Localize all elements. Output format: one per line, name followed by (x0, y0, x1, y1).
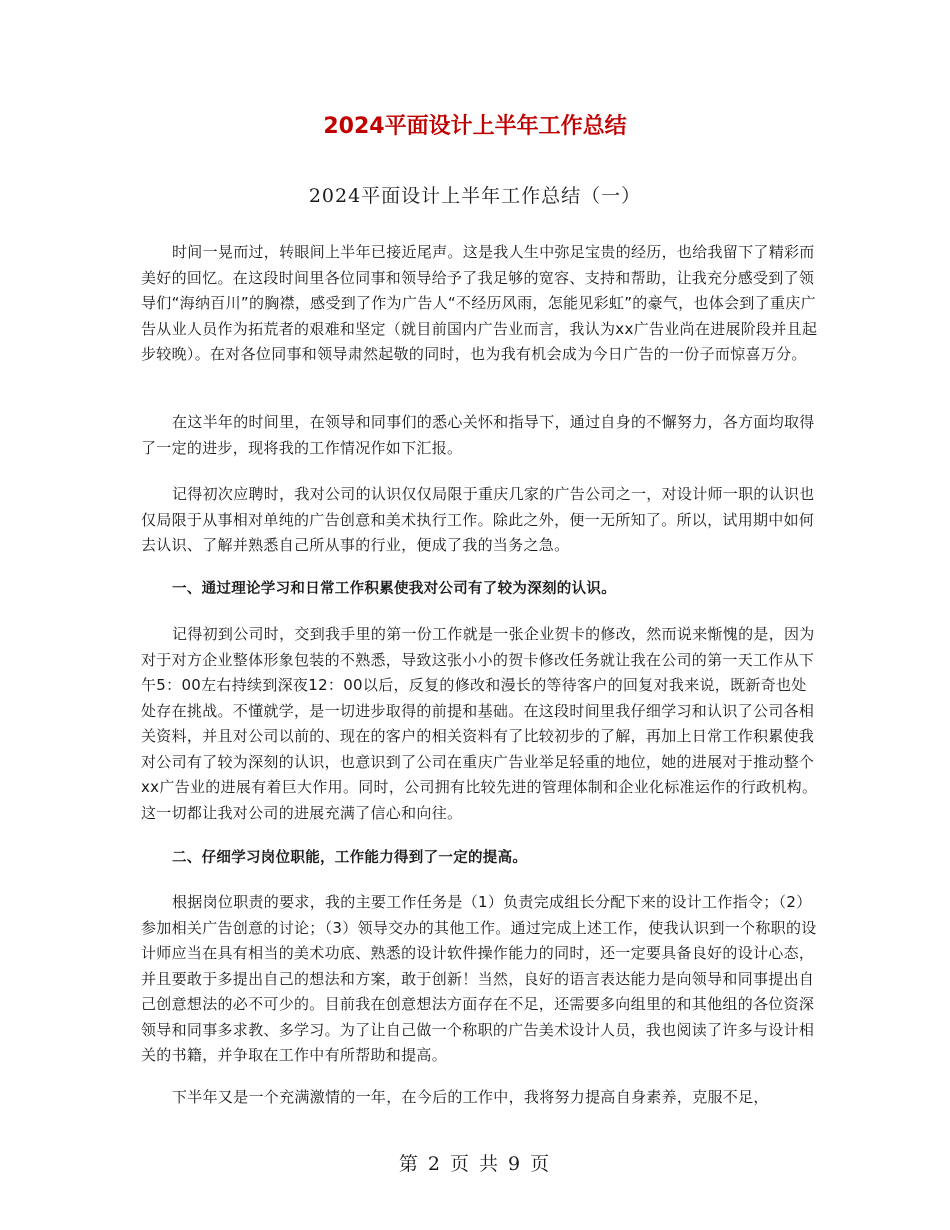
section-heading-text: 一、通过理论学习和日常工作积累使我对公司有了较为深刻的认识。 (172, 581, 616, 597)
paragraph-summary (141, 410, 821, 461)
section-heading-2 (141, 846, 821, 872)
paragraph-text: 记得初到公司时，交到我手里的第一份工作就是一张企业贺卡的修改，然而说来惭愧的是，因为对于对方企业整体形象包装的不熟悉，导致这张小小的贺卡修改任务就让我在公司的第一天工作从下午5：00左右持续到深夜12：00以后，反复的修改和漫长的等待客户的回复对我来说，既新奇也处处存在挑战。不懂就学，是一切进步取得的前提和基础。在这段时间里我仔细学习和认识了公司各相关资料，并且对公司以前的、现在的客户的相关资料有了比较初步的了解，再加上日常工作积累使我对公司有了较为深刻的认识，也意识到了公司在重庆广告业举足轻重的地位，她的进展对于推动整个xx广告业的进展有着巨大作用。同时，公司拥有比较先进的管理体制和企业化标准运作的行政机构。这一切都让我对公司的进展充满了信心和向往。 (141, 625, 818, 822)
page-number-footer: 第 2 页 共 9 页 (398, 1153, 552, 1175)
section-heading-1 (141, 577, 821, 603)
document-title: 2024平面设计上半年工作总结 (323, 114, 627, 139)
paragraph-intro (141, 240, 821, 368)
paragraph-text: 时间一晃而过，转眼间上半年已接近尾声。这是我人生中弥足宝贵的经历，也给我留下了精彩而美好的回忆。在这段时间里各位同事和领导给予了我足够的宽容、支持和帮助，让我充分感受到了领导们“海纳百川”的胸襟，感受到了作为广告人“不经历风雨，怎能见彩虹”的豪气，也体会到了重庆广告从业人员作为拓荒者的艰难和坚定（就目前国内广告业而言，我认为xx广告业尚在进展阶段并且起步较晚）。在对各位同事和领导肃然起敬的同时，也为我有机会成为今日广告的一份子而惊喜万分。 (141, 243, 818, 363)
paragraph-text: 根据岗位职责的要求，我的主要工作任务是（1）负责完成组长分配下来的设计工作指令；（2）参加相关广告创意的讨论；（3）领导交办的其他工作。通过完成上述工作，使我认识到一个称职的设计师应当在具有相当的美术功底、熟悉的设计软件操作能力的同时，还一定要具备良好的设计心态，并且要敢于多提出自己的想法和方案，敢于创新！当然，良好的语言表达能力是向领导和同事提出自己创意想法的必不可少的。目前我在创意想法方面存在不足，还需要多向组里的和其他组的各位资深领导和同事多求教、多学习。为了让自己做一个称职的广告美术设计人员，我也阅读了许多与设计相关的书籍，并争取在工作中有所帮助和提高。 (141, 893, 817, 1064)
section-heading-text: 二、仔细学习岗位职能，工作能力得到了一定的提高。 (172, 850, 528, 866)
paragraph-text: 在这半年的时间里，在领导和同事们的悉心关怀和指导下，通过自身的不懈努力，各方面均取得了一定的进步，现将我的工作情况作如下汇报。 (141, 413, 815, 457)
document-subtitle: 2024平面设计上半年工作总结（一） (308, 185, 642, 207)
paragraph-text: 记得初次应聘时，我对公司的认识仅仅局限于重庆几家的广告公司之一，对设计师一职的认识也仅局限于从事相对单纯的广告创意和美术执行工作。除此之外，便一无所知了。所以，试用期中如何去认识、了解并熟悉自己所从事的行业，便成了我的当务之急。 (141, 485, 815, 554)
paragraph-section-2 (141, 890, 821, 1069)
paragraph-text: 下半年又是一个充满激情的一年，在今后的工作中，我将努力提高自身素养，克服不足， (172, 1088, 769, 1106)
paragraph-section-1 (141, 622, 821, 826)
paragraph-background (141, 482, 821, 559)
paragraph-closing (141, 1085, 821, 1111)
